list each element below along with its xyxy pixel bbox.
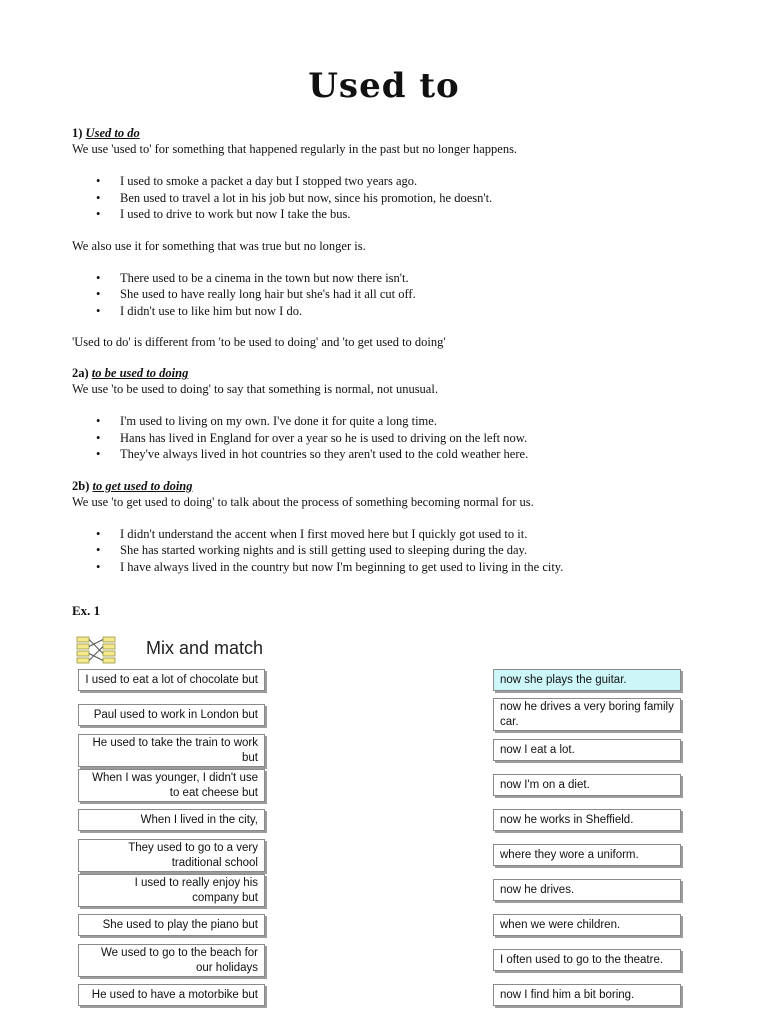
list-item: • Ben used to travel a lot in his job but now, since his promotion, he doesn't. — [96, 190, 493, 205]
right-phrase-1[interactable]: now she plays the guitar. — [493, 669, 681, 691]
list-item: • I used to smoke a packet a day but I stopped two years ago. — [96, 174, 418, 188]
left-phrase-2[interactable]: Paul used to work in London but — [78, 704, 265, 726]
section-number: 2b) — [72, 478, 90, 493]
section-1-also: We also use it for something that was true but no longer is. — [72, 238, 366, 253]
list-item: • There used to be a cinema in the town but now there isn't. — [96, 270, 409, 285]
section-1-examples — [72, 173, 712, 223]
section-title: to be used to doing — [91, 366, 189, 380]
list-item: • I didn't use to like him but now I do. — [96, 303, 303, 318]
right-phrase-9[interactable]: I often used to go to the theatre. — [493, 949, 681, 971]
bullet-icon: • — [96, 414, 101, 428]
left-phrase-3[interactable]: He used to take the train to work but — [78, 734, 265, 767]
list-item: • She has started working nights and is still getting used to sleeping during the day. — [96, 543, 528, 557]
bullet-icon: • — [96, 447, 101, 461]
exercise-title: Mix and match — [146, 638, 264, 658]
list-item: • She used to have really long hair but she's had it all cut off. — [96, 287, 416, 301]
right-phrase-10[interactable]: now I find him a bit boring. — [493, 984, 681, 1006]
list-item: • I'm used to living on my own. I've done it for quite a long time. — [96, 414, 437, 428]
left-phrase-9[interactable]: We used to go to the beach for our holidays — [78, 944, 265, 977]
section-1-examples-2 — [72, 270, 712, 320]
section-2b-examples — [72, 526, 712, 576]
bullet-icon: • — [96, 174, 101, 188]
left-phrase-5[interactable]: When I lived in the city, — [78, 809, 265, 831]
list-item: • I have always lived in the country but now I'm beginning to get used to living in the city. — [96, 559, 564, 574]
section-number: 2a) — [72, 366, 89, 380]
section-number: 1) — [72, 126, 83, 140]
page-title: Used to — [308, 66, 460, 106]
left-phrase-7[interactable]: I used to really enjoy his company but — [78, 874, 265, 907]
bullet-icon: • — [96, 270, 101, 285]
left-phrase-6[interactable]: They used to go to a very traditional school — [78, 839, 265, 872]
section-title: Used to do — [85, 126, 140, 140]
section-2a-heading — [72, 365, 712, 381]
left-phrase-4[interactable]: When I was younger, I didn't use to eat cheese but — [78, 769, 265, 802]
list-item: • I didn't understand the accent when I first moved here but I quickly got used to it. — [96, 526, 528, 541]
exercise-label: Ex. 1 — [72, 603, 101, 618]
right-phrase-3[interactable]: now I eat a lot. — [493, 739, 681, 761]
bullet-icon: • — [96, 207, 101, 221]
right-phrase-2[interactable]: now he drives a very boring family car. — [493, 698, 681, 731]
right-phrase-8[interactable]: when we were children. — [493, 914, 681, 936]
list-item: • I used to drive to work but now I take the bus. — [96, 207, 351, 221]
section-2a-intro: We use 'to be used to doing' to say that something is normal, not unusual. — [72, 382, 438, 396]
list-item: • Hans has lived in England for over a year so he is used to driving on the left now. — [96, 430, 528, 445]
right-phrase-4[interactable]: now I'm on a diet. — [493, 774, 681, 796]
right-phrase-7[interactable]: now he drives. — [493, 879, 681, 901]
section-title: to get used to doing — [92, 478, 193, 493]
right-phrase-5[interactable]: now he works in Sheffield. — [493, 809, 681, 831]
section-1-heading — [72, 125, 712, 141]
section-2a-examples — [72, 413, 712, 463]
right-phrase-6[interactable]: where they wore a uniform. — [493, 844, 681, 866]
bullet-icon: • — [96, 430, 101, 445]
bullet-icon: • — [96, 543, 101, 557]
bullet-icon: • — [96, 559, 101, 574]
bullet-icon: • — [96, 287, 101, 301]
section-2b-heading — [72, 478, 712, 494]
bullet-icon: • — [96, 190, 101, 205]
left-phrase-10[interactable]: He used to have a motorbike but — [78, 984, 265, 1006]
list-item: • They've always lived in hot countries so they aren't used to the cold weather here. — [96, 447, 529, 461]
section-2b-intro: We use 'to get used to doing' to talk about the process of something becoming normal for us. — [72, 494, 534, 509]
left-phrase-8[interactable]: She used to play the piano but — [78, 914, 265, 936]
section-1-note: 'Used to do' is different from 'to be used to doing' and 'to get used to doing' — [72, 335, 446, 349]
match-lines-icon — [76, 636, 116, 664]
section-1-intro: We use 'used to' for something that happened regularly in the past but no longer happens. — [72, 142, 518, 156]
bullet-icon: • — [96, 526, 101, 541]
left-phrase-1[interactable]: I used to eat a lot of chocolate but — [78, 669, 265, 691]
bullet-icon: • — [96, 303, 101, 318]
grammar-notes — [72, 125, 712, 575]
